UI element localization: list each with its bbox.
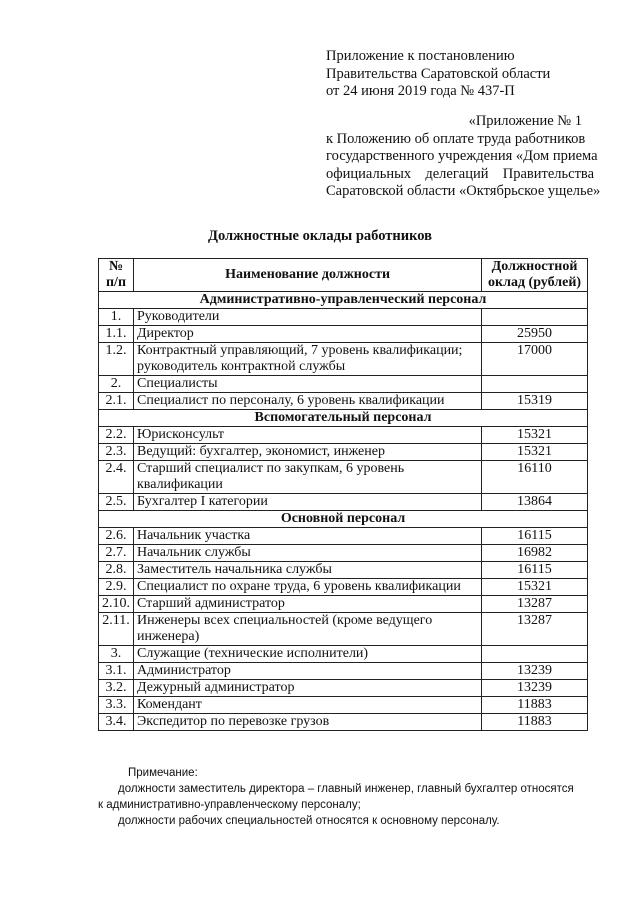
position-name: Администратор xyxy=(134,663,482,680)
table-row xyxy=(99,376,588,393)
table-row xyxy=(99,545,588,562)
section-title: Основной персонал xyxy=(99,511,588,528)
table-row xyxy=(99,461,588,494)
position-name: Руководители xyxy=(134,309,482,326)
row-number: 3.4. xyxy=(99,714,134,731)
salary-value: 15321 xyxy=(482,427,588,444)
note-line: должности рабочих специальностей относятся к основному персоналу. xyxy=(118,815,500,827)
section-title: Административно-управленческий персонал xyxy=(99,292,588,309)
section-row xyxy=(99,410,588,427)
position-name: Специалист по персоналу, 6 уровень квалификации xyxy=(134,393,482,410)
position-name: Начальник участка xyxy=(134,528,482,545)
decree-line: Правительства Саратовской области xyxy=(326,65,551,82)
position-name: Старший специалист по закупкам, 6 уровень квалификации xyxy=(134,461,482,494)
row-number: 2.4. xyxy=(99,461,134,494)
appendix-reference xyxy=(326,113,601,201)
position-name: Заместитель начальника службы xyxy=(134,562,482,579)
table-row xyxy=(99,393,588,410)
table-row xyxy=(99,562,588,579)
salary-value: 13239 xyxy=(482,663,588,680)
position-name: Ведущий: бухгалтер, экономист, инженер xyxy=(134,444,482,461)
appendix-line: государственного учреждения «Дом приема xyxy=(326,148,598,164)
column-header-salary: Должностной оклад (рублей) xyxy=(482,259,588,292)
salary-value: 13239 xyxy=(482,680,588,697)
position-name: Контрактный управляющий, 7 уровень квалификации; руководитель контрактной службы xyxy=(134,343,482,376)
salary-value: 15319 xyxy=(482,393,588,410)
note-label: Примечание: xyxy=(128,767,198,779)
table-header-row xyxy=(99,259,588,292)
salary-value xyxy=(482,309,588,326)
table-row xyxy=(99,646,588,663)
decree-reference xyxy=(326,48,596,101)
row-number: 2.8. xyxy=(99,562,134,579)
position-name: Инженеры всех специальностей (кроме ведущего инженера) xyxy=(134,613,482,646)
salary-value: 13287 xyxy=(482,596,588,613)
position-name: Служащие (технические исполнители) xyxy=(134,646,482,663)
table-row xyxy=(99,309,588,326)
position-name: Бухгалтер I категории xyxy=(134,494,482,511)
salary-value: 25950 xyxy=(482,326,588,343)
table-row xyxy=(99,663,588,680)
salary-value: 15321 xyxy=(482,579,588,596)
salary-value: 11883 xyxy=(482,697,588,714)
salary-value: 13864 xyxy=(482,494,588,511)
row-number: 2.3. xyxy=(99,444,134,461)
row-number: 2.5. xyxy=(99,494,134,511)
salary-value: 17000 xyxy=(482,343,588,376)
decree-line: Приложение к постановлению xyxy=(326,48,515,64)
position-name: Директор xyxy=(134,326,482,343)
salary-table xyxy=(98,258,588,731)
position-name: Старший администратор xyxy=(134,596,482,613)
table-row xyxy=(99,528,588,545)
salary-value: 16115 xyxy=(482,562,588,579)
table-row xyxy=(99,596,588,613)
note-line: к административно-управленческому персоналу; xyxy=(98,799,361,811)
appendix-line: Саратовской области «Октябрьское ущелье» xyxy=(326,183,601,199)
table-row xyxy=(99,444,588,461)
note xyxy=(98,765,603,829)
table-body xyxy=(99,292,588,731)
appendix-line: к Положению об оплате труда работников xyxy=(326,130,586,147)
salary-value: 16110 xyxy=(482,461,588,494)
table-row xyxy=(99,680,588,697)
column-header-position: Наименование должности xyxy=(134,259,482,292)
salary-value: 11883 xyxy=(482,714,588,731)
table-row xyxy=(99,613,588,646)
row-number: 2.11. xyxy=(99,613,134,646)
position-name: Комендант xyxy=(134,697,482,714)
row-number: 1.2. xyxy=(99,343,134,376)
position-name: Специалист по охране труда, 6 уровень квалификации xyxy=(134,579,482,596)
row-number: 3.3. xyxy=(99,697,134,714)
row-number: 2.1. xyxy=(99,393,134,410)
column-header-num: № п/п xyxy=(99,259,134,292)
position-name: Юрисконсульт xyxy=(134,427,482,444)
row-number: 2.10. xyxy=(99,596,134,613)
section-row xyxy=(99,292,588,309)
salary-value xyxy=(482,376,588,393)
table-row xyxy=(99,494,588,511)
note-line: должности заместитель директора – главный инженер, главный бухгалтер относятся xyxy=(118,783,574,795)
position-name: Дежурный администратор xyxy=(134,680,482,697)
row-number: 1.1. xyxy=(99,326,134,343)
salary-value xyxy=(482,646,588,663)
salary-value: 16115 xyxy=(482,528,588,545)
table-row xyxy=(99,714,588,731)
row-number: 3.1. xyxy=(99,663,134,680)
table-row xyxy=(99,427,588,444)
position-name: Начальник службы xyxy=(134,545,482,562)
table-row xyxy=(99,579,588,596)
section-row xyxy=(99,511,588,528)
page-title: Должностные оклады работников xyxy=(208,228,432,244)
row-number: 2.7. xyxy=(99,545,134,562)
salary-value: 13287 xyxy=(482,613,588,646)
row-number: 2.9. xyxy=(99,579,134,596)
row-number: 1. xyxy=(99,309,134,326)
row-number: 3.2. xyxy=(99,680,134,697)
table-row xyxy=(99,326,588,343)
row-number: 2. xyxy=(99,376,134,393)
salary-value: 16982 xyxy=(482,545,588,562)
table-row xyxy=(99,343,588,376)
row-number: 2.6. xyxy=(99,528,134,545)
decree-line: от 24 июня 2019 года № 437-П xyxy=(326,83,515,99)
table-row xyxy=(99,697,588,714)
appendix-line: официальных делегаций Правительства xyxy=(326,165,594,182)
appendix-number: «Приложение № 1 xyxy=(468,113,582,129)
position-name: Специалисты xyxy=(134,376,482,393)
position-name: Экспедитор по перевозке грузов xyxy=(134,714,482,731)
row-number: 3. xyxy=(99,646,134,663)
salary-value: 15321 xyxy=(482,444,588,461)
row-number: 2.2. xyxy=(99,427,134,444)
section-title: Вспомогательный персонал xyxy=(99,410,588,427)
